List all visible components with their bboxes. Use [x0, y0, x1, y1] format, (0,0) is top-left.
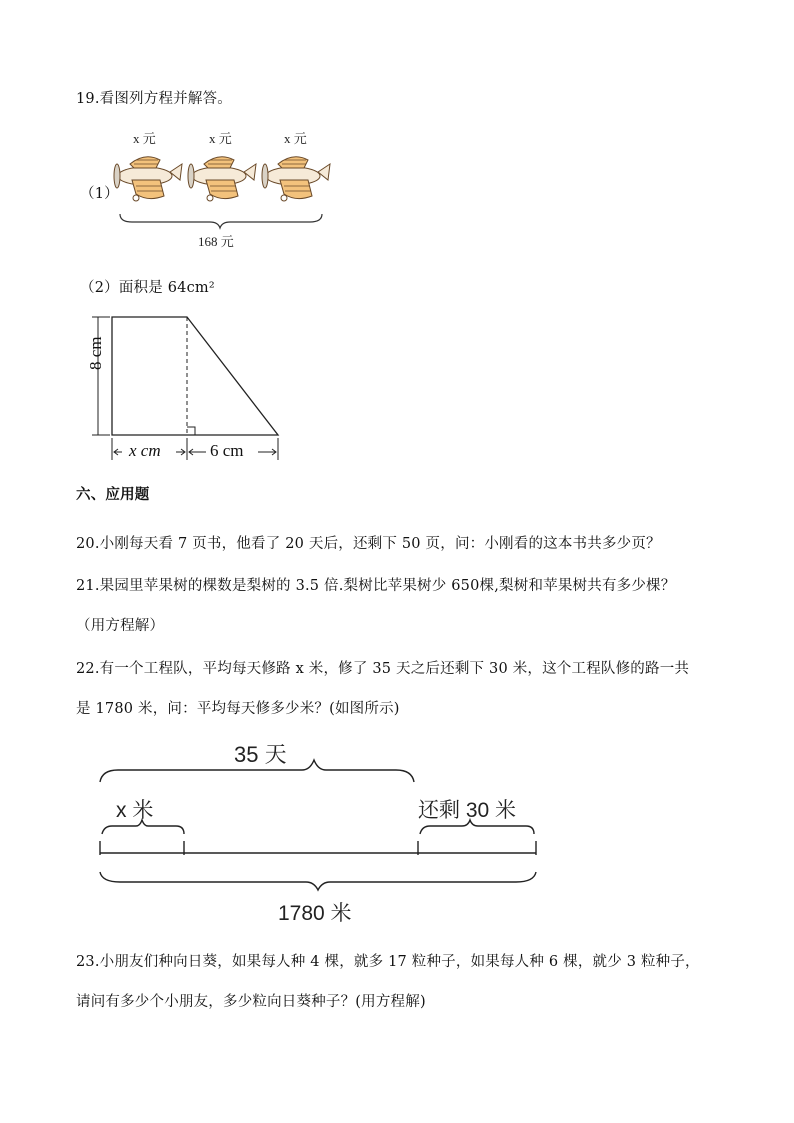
airplane-icon-3 [262, 157, 330, 201]
question-19-heading: 19.看图列方程并解答。 [76, 91, 232, 107]
section-6-title: 六、应用题 [76, 486, 150, 503]
question-21-line-2: （用方程解） [76, 618, 165, 634]
price-label-2: x 元 [209, 131, 232, 146]
question-23-line-1: 23.小朋友们种向日葵，如果每人种 4 棵，就多 17 粒种子，如果每人种 6 棵，就少 3 粒种子， [76, 954, 700, 970]
question-22-line-2: 是 1780 米，问：平均每天修多少米？(如图所示) [76, 701, 400, 717]
left-base-label: x cm [129, 441, 161, 460]
total-length-label: 1780 米 [278, 902, 352, 925]
days-label: 35 天 [234, 742, 287, 767]
part-1-label: （1） [80, 186, 119, 202]
airplane-icon-1 [114, 157, 182, 201]
question-20: 20.小刚每天看 7 页书，他看了 20 天后，还剩下 50 页，问：小刚看的这本书共多少页？ [76, 536, 661, 552]
part-2-label: （2）面积是 64cm² [80, 280, 215, 296]
question-22-line-1: 22.有一个工程队，平均每天修路 x 米，修了 35 天之后还剩下 30 米，这个工程队修的路一共 [76, 661, 690, 677]
airplane-icon-2 [188, 157, 256, 201]
price-label-3: x 元 [284, 131, 307, 146]
question-21-line-1: 21.果园里苹果树的棵数是梨树的 3.5 倍.梨树比苹果树少 650棵,梨树和苹果树共有多少棵？ [76, 578, 676, 594]
per-day-label: x 米 [116, 799, 154, 822]
right-base-label: 6 cm [210, 441, 244, 460]
trapezoid-figure [84, 308, 294, 468]
height-label: 8 cm [86, 336, 105, 370]
question-23-line-2: 请问有多少个小朋友，多少粒向日葵种子？(用方程解) [76, 994, 426, 1010]
price-label-1: x 元 [133, 131, 156, 146]
total-price-label: 168 元 [198, 234, 234, 249]
airplane-figure [112, 150, 332, 230]
remaining-label: 还剩 30 米 [418, 799, 517, 822]
